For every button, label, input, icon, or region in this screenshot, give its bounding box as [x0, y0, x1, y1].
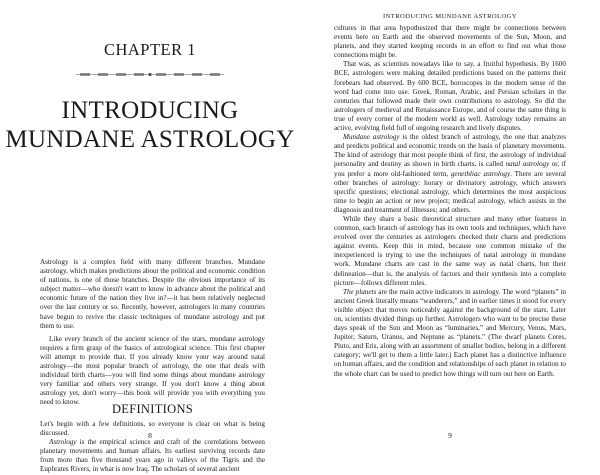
page-number-right: 9 [448, 431, 452, 440]
paragraph-text: is the empirical science and craft of the correlations between planetary movements and human affairs. Its earliest surviving records date from more than five thousand years ago in valleys of the Tigris and the Euphrates Rivers, in what is now Iraq. The scholars of several ancient [40, 438, 265, 474]
paragraph [334, 288, 566, 379]
paragraph-text: are the main active indicators in astrology. The word “planets” in ancient Greek literally means “wanderers,” and in earlier times it stood for every visible object that moves noticeably against the background of the stars. Later on, scientists divided things up further. Astrologers who want to be precise these days speak of the Sun and Moon as “luminaries,” and Mercury, Venus, Mars, Jupiter, Saturn, Uranus, and Neptune as “planets.” (The dwarf planets Ceres, Pluto, and Eris, along with an assortment of smaller bodies, belong in a different category; we'll get to them a little later.) Each planet has a distinctive influence on human affairs, and the condition and relationships of each planet in relation to the whole chart can be used to predict how things will turn out here on Earth. [334, 287, 567, 378]
running-head: INTRODUCING MUNDANE ASTROLOGY [383, 13, 517, 20]
chapter-title-line-1: INTRODUCING [61, 97, 239, 124]
emphasis-term: Mundane astrology [343, 133, 400, 142]
paragraph: That was, as scientists nowadays like to say, a fruitful hypothesis. By 1600 BCE, astrologers were making detailed predictions based on the patterns their forebears had observed. By 600 BCE, horoscopes in the modern sense of the word had come into use. Greek, Roman, Arabic, and Persian scholars in the centuries that followed made their own contributions to astrology. So did the astrologers of medieval and Renaissance Europe, and of course the same thing is true of every corner of the modern world as well. Astrology today remains an active, evolving field full of ongoing research and lively disputes. [334, 60, 566, 133]
ornament-divider-icon [76, 72, 224, 77]
paragraph: While they share a basic theoretical structure and many other features in common, each branch of astrology has its own tools and techniques, which have evolved over the centuries as astrologers checked their charts and predictions against events. Keep this in mind, because one common mistake of the inexperienced is trying to use the techniques of natal astrology in mundane work. Mundane charts are cast in the same way as natal charts, but their delineation—that is, the analysis of factors and their synthesis into a complete picture—follows different rules. [334, 214, 566, 287]
definitions-text [40, 420, 265, 475]
chapter-title-line-2: MUNDANE ASTROLOGY [5, 126, 295, 153]
paragraph-text: . There are several other branches of astrology: horary or divinatory astrology, which answers specific questions; electional astrology, which determines the most auspicious time to begin an action or new project; medical astrology, which assists in the diagnosis and treatment of illnesses; and others. [334, 169, 566, 214]
emphasis-term: natal astrology [505, 160, 550, 169]
paragraph-text: or, if you prefer a more old-fashioned term, [334, 160, 566, 178]
paragraph: Astrology is a complex field with many different branches. Mundane astrology, which makes predictions about the political and economic condition of nations, is one of those branches. Despite the obvious importance of its subject matter—who doesn't want to know in advance about the political and economic future of the nation they live in?—it has been relatively neglected over the last century or so. Recently, however, astrologers in many countries have begun to revive the classic techniques of mundane astrology and put them to use. [40, 258, 265, 330]
right-body-text [334, 24, 566, 379]
left-page [0, 0, 300, 474]
paragraph: Like every branch of the ancient science of the stars, mundane astrology requires a firm grasp of the basics of astrological science. This first chapter will attempt to provide that. If you already know your way around natal astrology—the most popular branch of astrology, the one that deals with individual birth charts—you will find some things about mundane astrology very familiar and others very strange. If you don't know a thing about astrology yet, don't worry—this book will provide you with everything you need to know. [40, 334, 265, 407]
chapter-title [0, 96, 300, 154]
chapter-label: CHAPTER 1 [103, 40, 197, 59]
page-number-left: 8 [148, 431, 152, 440]
emphasis-term: The planets [343, 287, 377, 296]
paragraph: cultures in that area hypothesized that there might be connections between events here on Earth and the observed movements of the Sun, Moon, and planets, and they started keeping records in an effort to find out what those connections might be. [334, 24, 566, 60]
ornamental-rule [76, 72, 224, 77]
right-page [300, 0, 600, 450]
emphasis-term: genethliac astrology [450, 169, 511, 178]
paragraph: Let's begin with a few definitions, so everyone is clear on what is being discussed. [40, 420, 265, 438]
paragraph [40, 438, 265, 474]
intro-text [40, 258, 265, 408]
paragraph-text: is the oldest branch of astrology, the one that analyzes and predicts political and economic trends on the basis of planetary movements. The kind of astrology that most people think of first, the astrology of individual personality and destiny as shown in birth charts, is called [334, 133, 566, 169]
emphasis-term: Astrology [49, 438, 77, 447]
paragraph [334, 133, 566, 215]
section-heading: DEFINITIONS [111, 402, 194, 416]
